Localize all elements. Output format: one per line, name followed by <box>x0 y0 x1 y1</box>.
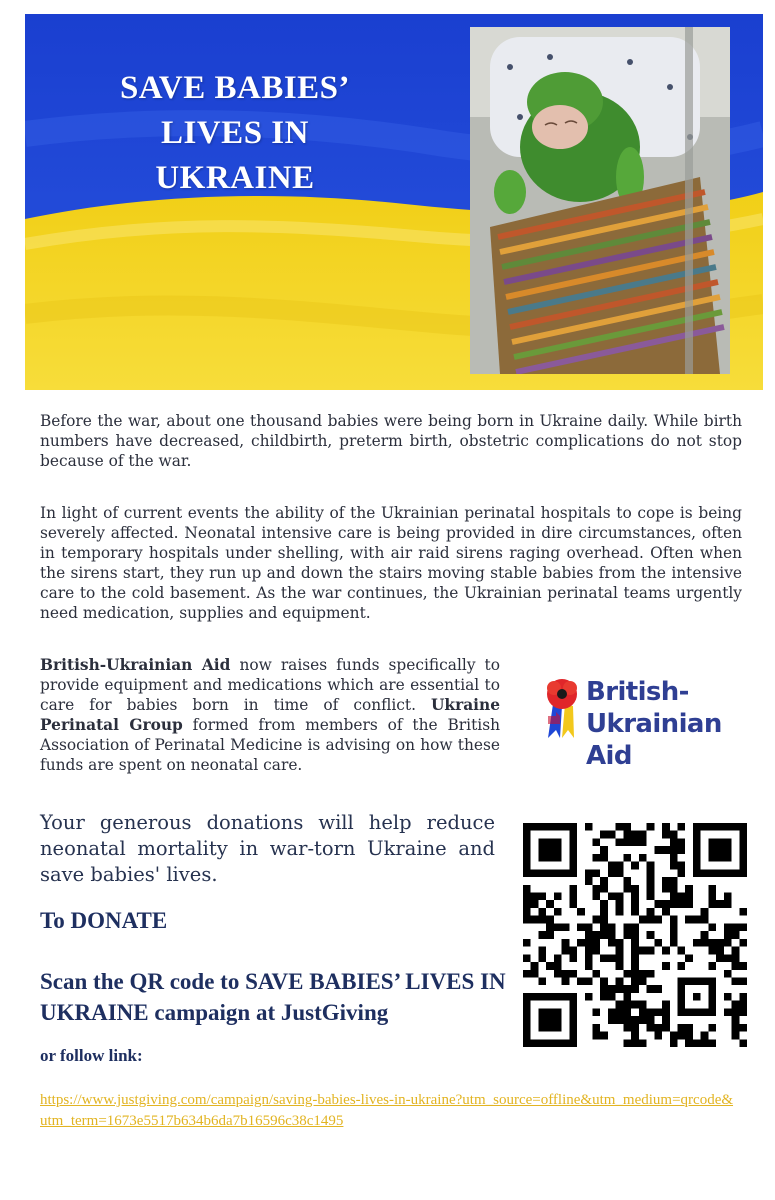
charity-text-1: now raises funds specifically to provide equipment and medications which are essential to care for babies born in time of conflict. <box>40 656 500 714</box>
donate-heading: To DONATE <box>40 908 168 933</box>
intro-paragraph: Before the war, about one thousand babies were being born in Ukraine daily. While birth numbers have decreased, childbirth, preterm birth, obstetric complications do not stop because of the war. <box>40 412 742 470</box>
situation-paragraph: In light of current events the ability of the Ukrainian perinatal hospitals to cope is being severely affected. Neonatal intensive care is being provided in dire circumstances, often in temporary hospitals under shelling, with air raid sirens raging overhead. Often when the sirens start, they run up and down the stairs moving stable babies from the intensive care to the cold basement. As the war continues, the Ukrainian perinatal teams urgently need medication, supplies and equipment. <box>40 504 742 622</box>
campaign-title: SAVE BABIES’ LIVES IN UKRAINE <box>119 70 351 196</box>
donation-appeal: Your generous donations will help reduce neonatal mortality in war-torn Ukraine and save babies' lives. <box>40 811 495 886</box>
justgiving-link[interactable]: https://www.justgiving.com/campaign/saving-babies-lives-in-ukraine?utm_source=offline&utm_medium=qrcode&utm_term=1673e5517b634b6da7b16596c38c1495 <box>40 1092 734 1129</box>
newborn-baby-photo <box>470 27 730 374</box>
org-name: British-Ukrainian Aid <box>40 656 231 674</box>
poppy-ribbon-icon <box>540 676 584 742</box>
qr-code-icon[interactable] <box>523 823 747 1047</box>
british-ukrainian-aid-logo <box>540 676 750 776</box>
group-name: Ukraine Perinatal Group <box>40 696 500 734</box>
hero-banner <box>25 14 763 390</box>
scan-qr-instruction: Scan the QR code to SAVE BABIES’ LIVES IN UKRAINE campaign at JustGiving <box>40 969 506 1025</box>
charity-text-2: formed from members of the British Association of Perinatal Medicine is advising on how these funds are spent on neonatal care. <box>40 716 501 774</box>
follow-link-label: or follow link: <box>40 1046 143 1065</box>
charity-paragraph <box>40 655 500 775</box>
logo-wordmark: British- Ukrainian Aid <box>586 677 722 771</box>
